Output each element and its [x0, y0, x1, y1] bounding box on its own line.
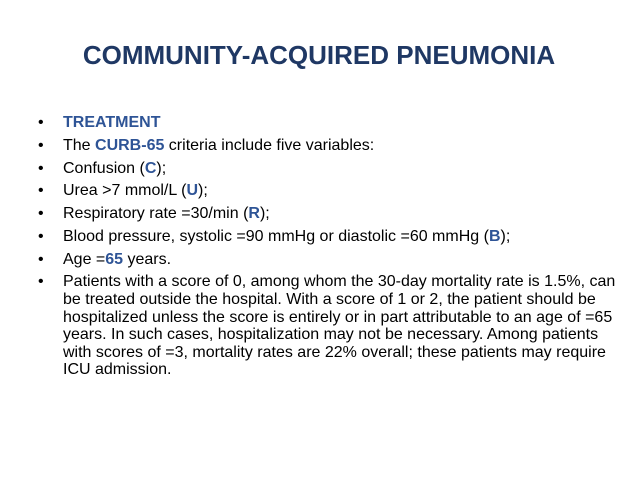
- letter-r-highlight: R: [248, 205, 260, 223]
- bullet-icon: •: [38, 227, 44, 245]
- bullet-item-blood-pressure: [38, 228, 618, 246]
- bullet-text: );: [156, 159, 167, 177]
- bullet-text: years.: [123, 250, 172, 268]
- bullet-text: The: [63, 136, 96, 154]
- letter-c-highlight: C: [144, 159, 157, 177]
- bullet-item-urea: [38, 182, 618, 200]
- bullet-text: Confusion (: [63, 159, 145, 177]
- letter-u-highlight: U: [186, 182, 199, 200]
- bullet-icon: •: [38, 159, 44, 177]
- bullet-text: Age =: [63, 250, 106, 268]
- bullet-list: [38, 114, 618, 384]
- bullet-icon: •: [38, 250, 44, 268]
- bullet-text: Patients with a score of 0, among whom the 30-day mortality rate is 1.5%, can be treated outside the hospital. With a score of 1 or 2, the patient should be hospitalized unless the score is entirely or in part attributable to an age of =65 years. In such cases, hospitalization may not be necessary. Among patients with scores of =3, mortality rates are 22% overall; these patients may require ICU admission.: [63, 273, 616, 379]
- bullet-icon: •: [38, 273, 44, 291]
- bullet-item-age: [38, 251, 618, 269]
- bullet-text: criteria include five variables:: [164, 136, 375, 154]
- curb65-highlight: CURB-65: [95, 136, 165, 154]
- bullet-text: );: [500, 227, 511, 245]
- treatment-heading: TREATMENT: [63, 114, 161, 131]
- bullet-item-score-explanation: [38, 273, 618, 379]
- bullet-text: );: [198, 182, 208, 200]
- bullet-text: );: [259, 205, 270, 223]
- bullet-text: Urea >7 mmol/L (: [63, 182, 187, 200]
- age-65-highlight: 65: [105, 250, 124, 268]
- letter-b-highlight: B: [488, 227, 501, 245]
- bullet-item-curb65-intro: [38, 137, 618, 155]
- bullet-text: Blood pressure, systolic =90 mmHg or diastolic =60 mmHg (: [63, 227, 489, 245]
- slide-title: COMMUNITY-ACQUIRED PNEUMONIA: [82, 40, 556, 70]
- bullet-item-confusion: [38, 160, 618, 178]
- bullet-item-respiratory-rate: [38, 205, 618, 223]
- bullet-icon: •: [38, 205, 44, 223]
- bullet-icon: •: [38, 114, 44, 131]
- bullet-text: Respiratory rate =30/min (: [63, 205, 249, 223]
- bullet-icon: •: [38, 136, 44, 154]
- bullet-item-treatment: [38, 114, 618, 132]
- bullet-icon: •: [38, 182, 44, 200]
